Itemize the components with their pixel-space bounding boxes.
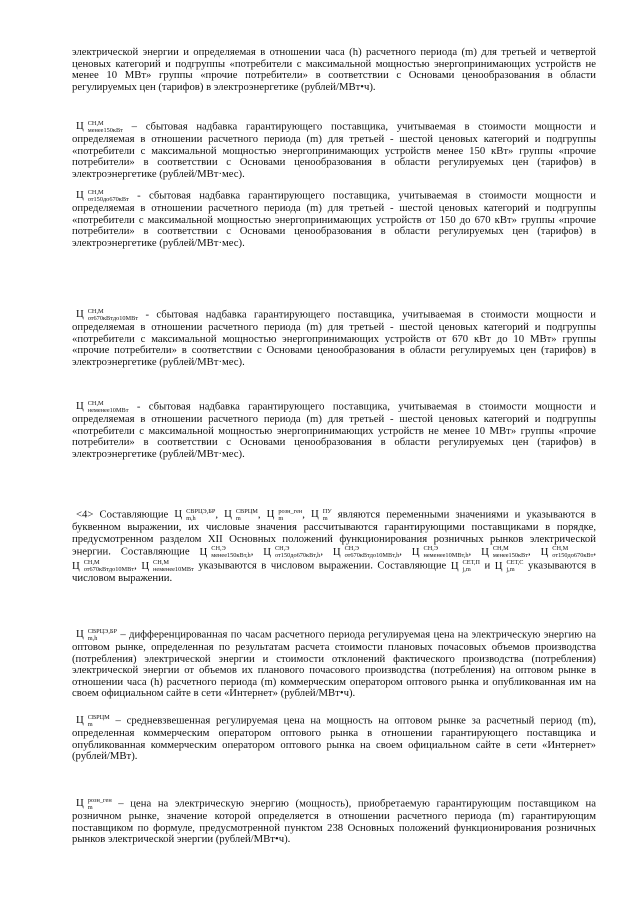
formula-symbol: Ц ПУ m [311, 508, 332, 522]
formula-symbol: Ц СН,М от670кВтдо10МВт [72, 559, 135, 574]
definition-paragraph [72, 308, 596, 368]
formula-symbol: Ц СЕТ,С j,m [494, 559, 524, 574]
intro-text: электрической энергии и определяемая в отношении часа (h) расчетного периода (m) для третьей и четвертой ценовых категорий и подгруппы «потребители с максимальной мощностью энергопринимающих устройств не менее 10 МВт» группы «прочие потребители» в соответствии с Основами ценообразования в области регулируемых цен (тарифов) в электроэнергетике (рублей/МВт•ч). [72, 46, 596, 93]
definition-paragraph [72, 400, 596, 460]
formula-symbol: Ц СН,М менее150кВт [76, 120, 123, 134]
note-4-text: являются переменными значениями и указываются в буквенном выражении, их числовые значения рассчитываются гарантирующими поставщиками в порядке, предусмотренном разделом XII Основных положений функционирования розничных рынков электрической энергии. Составляющие [72, 508, 596, 558]
formula-symbol: Ц СЕТ,П j,m [450, 559, 480, 574]
note-4-text: и [479, 559, 491, 572]
formula-symbol: Ц СН,Э от670кВтдо10МВт,h [332, 545, 400, 560]
formula-symbol: Ц СН,М от150до670кВт [76, 189, 129, 203]
formula-symbol: Ц СВРЦЭ,БР m,h [174, 508, 216, 522]
definition-text: – дифференцированная по часам расчетного периода регулируемая цена на электрическую энергию на оптовом рынке, определенная по результатам расчета стоимости плановых почасовых объемов производства (потребления) электрической энергии и стоимости отклонений фактического производства (потребления) электрической энергии от объемов их планового почасового производства (потребления) на оптовом рынке в отношении часа (h) расчетного периода (m) коммерческим оператором оптового рынка и опубликованная им на своем официальном сайте в сети «Интернет» (рублей/МВт•ч). [72, 628, 596, 700]
formula-symbol: Ц СВРЦМ m [76, 714, 110, 728]
definition-text: – средневзвешенная регулируемая цена на мощность на оптовом рынке за расчетный период (m), определенная коммерческим оператором оптового рынка в отношении гарантирующего поставщика и опубликованная коммерческим оператором оптового рынка на своем официальном сайте в сети «Интернет» (рублей/МВт). [72, 714, 596, 763]
formula-symbol: Ц СН,М неменее10МВт [141, 559, 194, 574]
definition-paragraph [72, 189, 596, 249]
definition-text: - сбытовая надбавка гарантирующего поставщика, учитываемая в стоимости мощности и определяемая в отношении расчетного периода (m) для третьей - шестой ценовых категорий и подгруппы «потребители с максимальной мощностью энергопринимающих устройств не менее 10 МВт» группы «прочие потребители» в соответствии с Основами ценообразования в области регулируемых цен (тарифов) в электроэнергетике (рублей/МВт·мес). [72, 400, 596, 460]
formula-symbol: Ц СН,М от150до670кВт [540, 545, 594, 560]
formula-symbol: Ц розн_ген m [266, 508, 303, 522]
formula-symbol: Ц СВРЦМ m [224, 508, 258, 522]
intro-paragraph [72, 47, 596, 93]
definition-text: – сбытовая надбавка гарантирующего поставщика, учитываемая в стоимости мощности и определяемая в отношении расчетного периода (m) для третьей - шестой ценовых категорий и подгруппы «потребители с максимальной мощностью энергопринимающих устройств менее 150 кВт» группы «прочие потребители» в соответствии с Основами ценообразования в области регулируемых цен (тарифов) в электроэнергетике (рублей/МВт·мес). [72, 120, 596, 180]
formula-symbol: Ц СН,Э менее150кВт,h [199, 545, 251, 560]
definition-paragraph [72, 120, 596, 180]
note-4-paragraph: <4> Составляющие Ц СВРЦЭ,БР m,h , Ц СВРЦМ m , Ц розн_ген m , Ц ПУ m являются переменными значениями и указываются в буквенном выражении, их числовые значения рассчитываются гарантирующими поставщиками в порядке, предусмотренном разделом XII Основных положений функционирования розничных рынков электрической энергии. Составляющие Ц СН,Э менее150кВт,h , Ц СН,Э от150до670кВт,h , Ц СН,Э от670кВтдо10МВт,h , Ц СН,Э неменее10МВт,h , Ц СН,М менее150кВт , Ц СН,М от150до670кВт , Ц СН,М от670кВтдо10МВт , Ц СН,М неменее10МВт указываются в числовом выражении. Составляющие Ц СЕТ,П j,m и Ц СЕТ,С j,m указываются в числовом выражении. [72, 508, 597, 585]
note-4-text: указываются в числовом выражении. Составляющие [193, 559, 447, 572]
formula-symbol: Ц СВРЦЭ,БР m,h [76, 628, 118, 642]
formula-symbol: Ц СН,М неменее10МВт [76, 400, 129, 414]
note-4-text: указываются в числовом выражении. [72, 559, 597, 585]
definition-paragraph [72, 797, 596, 846]
note-4-lead: <4> Составляющие [76, 508, 169, 521]
definition-text: - сбытовая надбавка гарантирующего поставщика, учитываемая в стоимости мощности и определяемая в отношении расчетного периода (m) для третьей - шестой ценовых категорий и подгруппы «потребители с максимальной мощностью энергопринимающих устройств от 150 до 670 кВт» группы «прочие потребители» в соответствии с Основами ценообразования в области регулируемых цен (тарифов) в электроэнергетике (рублей/МВт·мес). [72, 189, 596, 249]
definition-paragraph [72, 714, 596, 763]
definition-text: - сбытовая надбавка гарантирующего поставщика, учитываемая в стоимости мощности и определяемая в отношении расчетного периода (m) для третьей - шестой ценовых категорий и подгруппы «потребители с максимальной мощностью энергопринимающих устройств от 670 кВт до 10 МВт» группы «прочие потребители» в соответствии с Основами ценообразования в области регулируемых цен (тарифов) в электроэнергетике (рублей/МВт·мес). [72, 308, 596, 368]
formula-symbol: Ц СН,Э неменее10МВт,h [411, 545, 469, 560]
formula-symbol: Ц розн_ген m [76, 797, 112, 811]
formula-symbol: Ц СН,М от670кВтдо10МВт [76, 308, 139, 322]
formula-symbol: Ц СН,Э от150до670кВт,h [263, 545, 321, 560]
definition-paragraph [72, 628, 596, 700]
formula-symbol: Ц СН,М менее150кВт [481, 545, 529, 560]
definition-text: – цена на электрическую энергию (мощность), приобретаемую гарантирующим поставщиком на розничном рынке, значение которой определяется в отношении расчетного периода (m) гарантирующим поставщиком по формуле, предусмотренной пунктом 238 Основных положений функционирования розничных рынков электрической энергии (рублей/МВт•ч). [72, 797, 596, 846]
